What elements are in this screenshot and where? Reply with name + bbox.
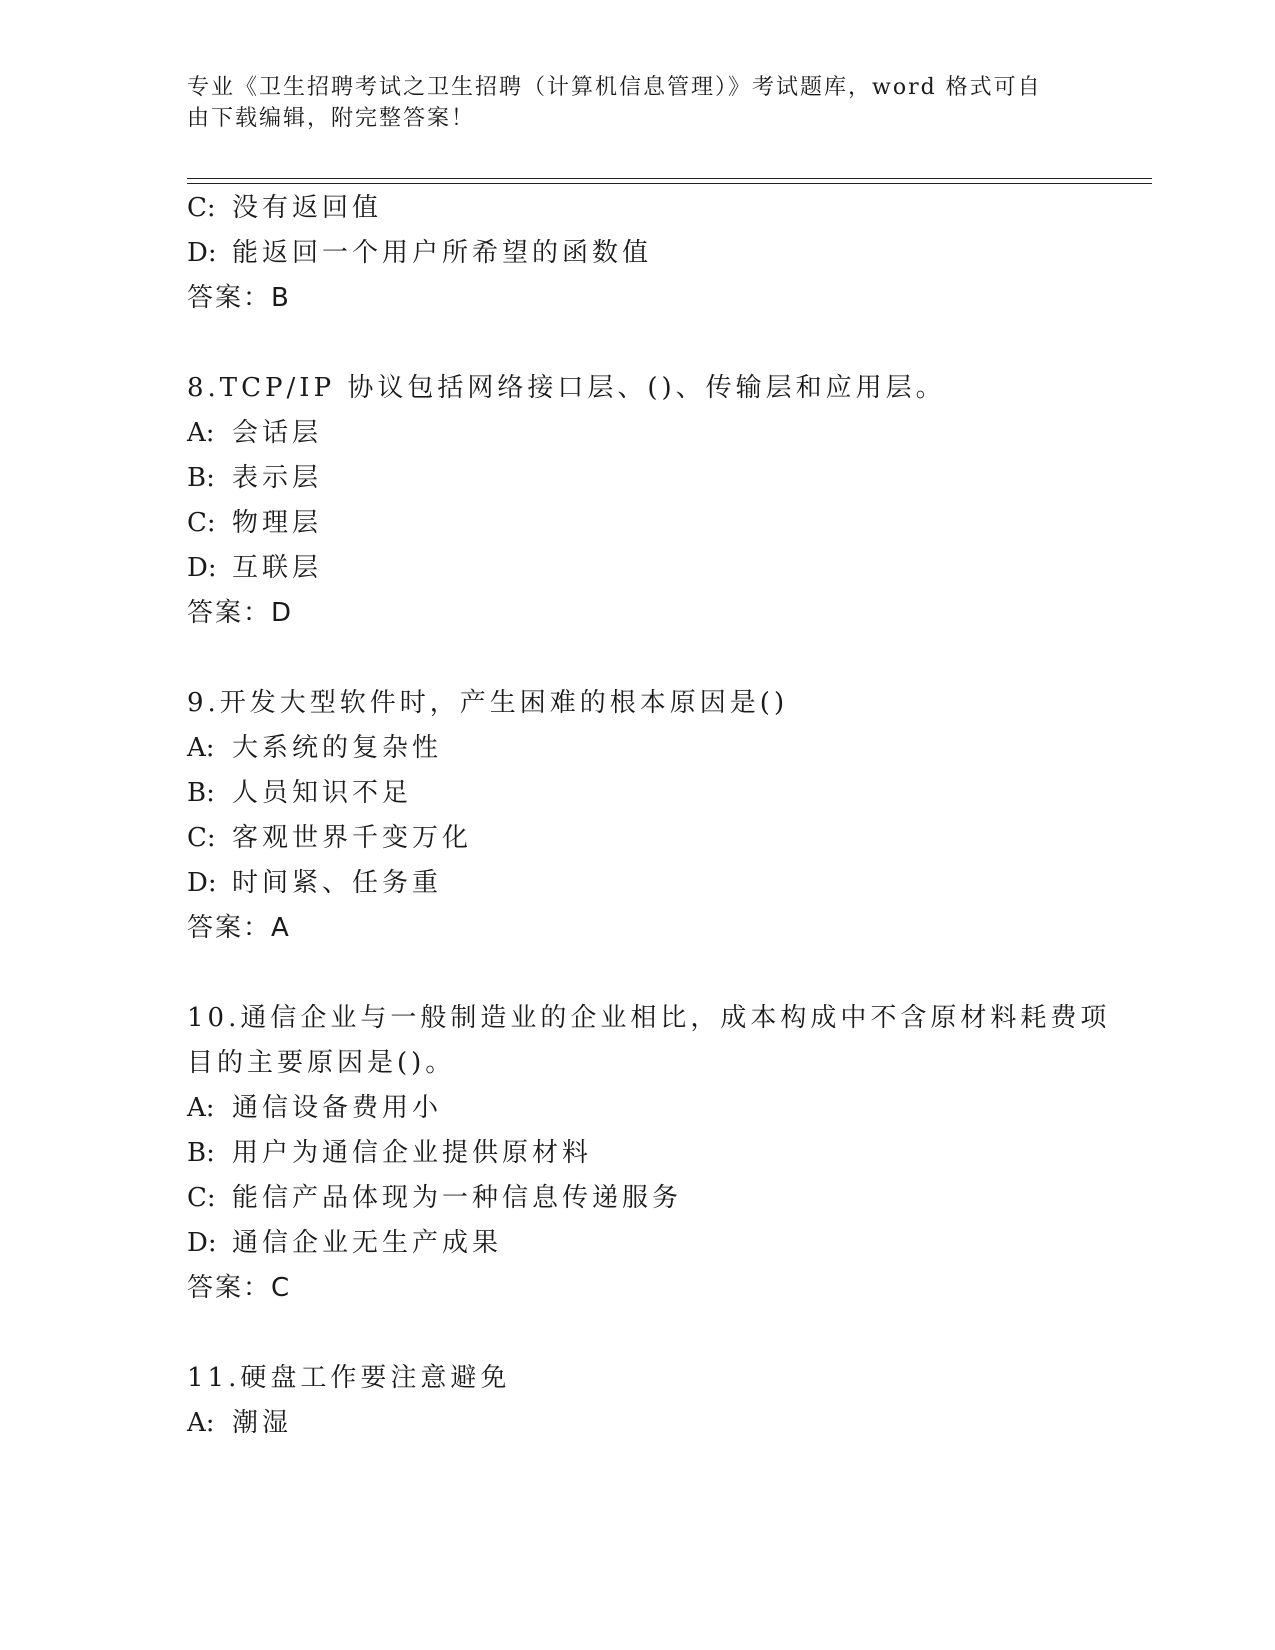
- q7-option-c: [187, 192, 382, 224]
- q10-option-d-text: 通信企业无生产成果: [232, 1228, 503, 1258]
- q11-option-a-label: A:: [187, 1408, 215, 1438]
- q7-option-c-label: C:: [187, 193, 216, 223]
- q10-answer: 答案：C: [187, 1273, 292, 1303]
- q9-option-d-text: 时间紧、任务重: [232, 868, 443, 898]
- q10-stem-line-1: 10.通信企业与一般制造业的企业相比，成本构成中不含原材料耗费项: [187, 1003, 1111, 1033]
- q9-option-c-text: 客观世界千变万化: [232, 823, 473, 853]
- q11-option-a-text: 潮湿: [232, 1408, 293, 1438]
- q9-option-d: [187, 867, 442, 899]
- q8-option-d-text: 互联层: [232, 553, 323, 583]
- q10-option-b-text: 用户为通信企业提供原材料: [232, 1138, 593, 1168]
- q10-option-b: [187, 1137, 592, 1169]
- q8-option-d-label: D:: [187, 553, 217, 583]
- q7-option-d: [187, 237, 652, 269]
- q8-stem: 8.TCP/IP 协议包括网络接口层、()、传输层和应用层。: [187, 373, 946, 403]
- q10-option-b-label: B:: [187, 1138, 215, 1168]
- q8-answer: 答案：D: [187, 598, 294, 628]
- q11-stem: 11.硬盘工作要注意避免: [187, 1363, 511, 1393]
- q10-option-d-label: D:: [187, 1228, 217, 1258]
- q10-option-c-text: 能信产品体现为一种信息传递服务: [232, 1183, 683, 1213]
- q10-stem-line-2: 目的主要原因是()。: [187, 1048, 456, 1078]
- q9-option-b: [187, 777, 412, 809]
- q9-option-b-text: 人员知识不足: [232, 778, 413, 808]
- q9-option-c: [187, 822, 472, 854]
- q11-option-a: [187, 1407, 292, 1439]
- q9-option-d-label: D:: [187, 868, 217, 898]
- q10-option-a: [187, 1092, 442, 1124]
- q9-option-a: [187, 732, 442, 764]
- q10-option-a-label: A:: [187, 1093, 215, 1123]
- q10-option-a-text: 通信设备费用小: [232, 1093, 443, 1123]
- header-divider-bottom: [187, 183, 1152, 184]
- q7-answer: 答案：B: [187, 283, 291, 313]
- q10-option-c-label: C:: [187, 1183, 216, 1213]
- document-header: [187, 72, 1067, 134]
- q9-option-a-text: 大系统的复杂性: [232, 733, 443, 763]
- q8-option-b-label: B:: [187, 463, 215, 493]
- q8-option-d: [187, 552, 322, 584]
- q10-option-c: [187, 1182, 682, 1214]
- q9-stem: 9.开发大型软件时，产生困难的根本原因是(): [187, 688, 789, 718]
- q7-option-d-label: D:: [187, 238, 217, 268]
- header-divider-top: [187, 178, 1152, 179]
- header-line-2: 由下载编辑，附完整答案！: [187, 106, 476, 131]
- q8-option-c-text: 物理层: [232, 508, 323, 538]
- q9-answer: 答案：A: [187, 913, 291, 943]
- q7-option-d-text: 能返回一个用户所希望的函数值: [232, 238, 653, 268]
- q8-option-a-label: A:: [187, 418, 215, 448]
- q9-option-a-label: A:: [187, 733, 215, 763]
- q8-option-b: [187, 462, 322, 494]
- header-line-1: 专业《卫生招聘考试之卫生招聘（计算机信息管理）》考试题库，word 格式可自: [187, 75, 1042, 100]
- q9-option-b-label: B:: [187, 778, 215, 808]
- q8-option-a-text: 会话层: [232, 418, 323, 448]
- q10-option-d: [187, 1227, 502, 1259]
- q8-option-b-text: 表示层: [232, 463, 323, 493]
- q7-option-c-text: 没有返回值: [232, 193, 383, 223]
- q9-option-c-label: C:: [187, 823, 216, 853]
- q8-option-c: [187, 507, 322, 539]
- q8-option-c-label: C:: [187, 508, 216, 538]
- q8-option-a: [187, 417, 322, 449]
